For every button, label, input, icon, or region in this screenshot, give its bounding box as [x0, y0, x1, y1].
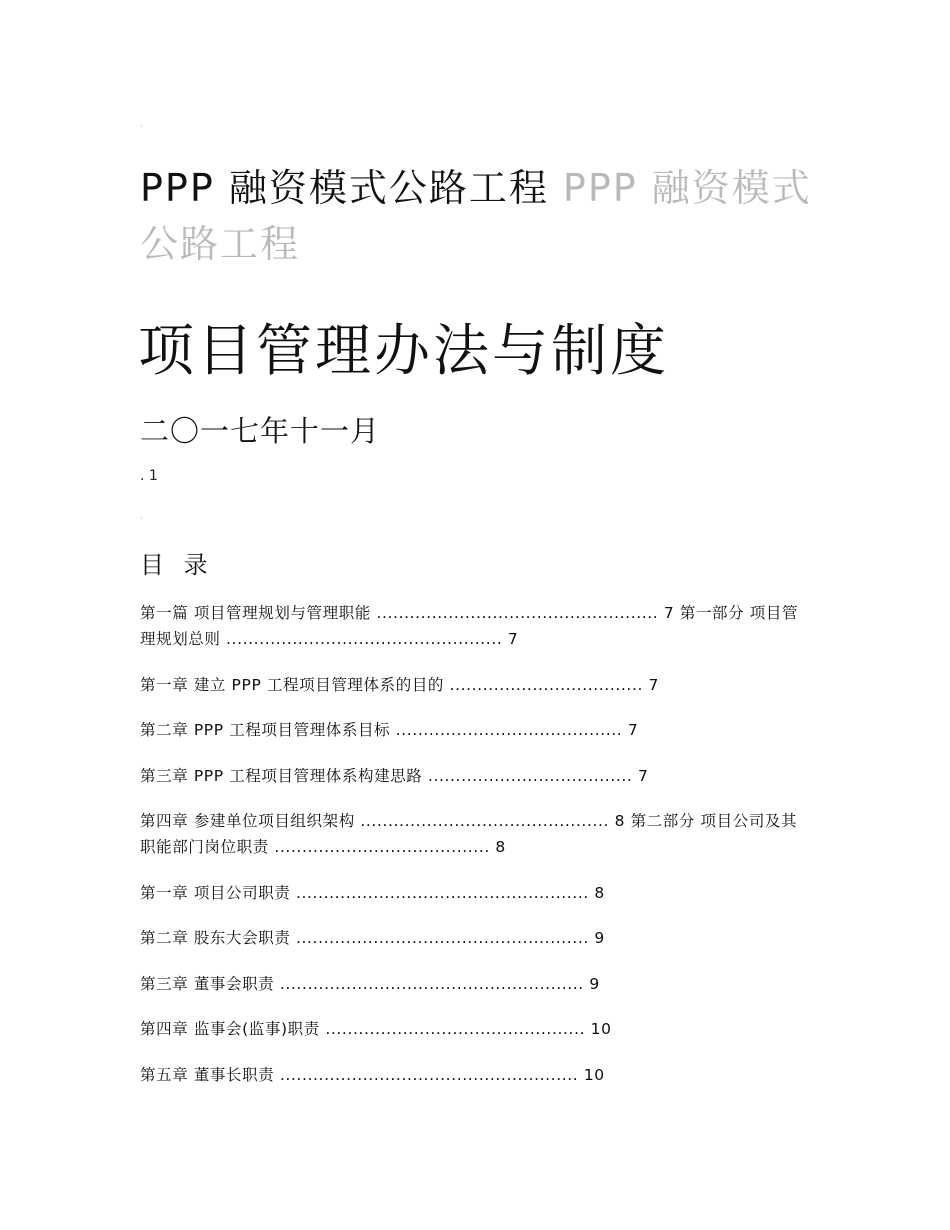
- title-main-text: PPP 融资模式公路工程: [140, 166, 549, 210]
- document-title: [140, 160, 820, 272]
- page-number: . 1: [140, 468, 158, 484]
- toc-entry[interactable]: 第一篇 项目管理规划与管理职能 ................................................... 7 第一部分 项目管理规划总则 .................................................. 7: [140, 604, 799, 648]
- toc-entry[interactable]: 第三章 董事会职责 ....................................................... 9: [140, 974, 600, 993]
- toc-entry[interactable]: 第四章 监事会(监事)职责 ............................................... 10: [140, 1020, 612, 1038]
- document-subtitle: 项目管理办法与制度: [138, 319, 669, 384]
- toc-entry[interactable]: 第二章 股东大会职责 ..................................................... 9: [140, 929, 605, 947]
- page-dot-mark: ·: [140, 122, 143, 131]
- toc-heading: 目 录: [140, 551, 214, 579]
- toc-entry[interactable]: 第一章 项目公司职责 ..................................................... 8: [140, 883, 605, 902]
- toc-entry[interactable]: 第三章 PPP 工程项目管理体系构建思路 ..................................... 7: [140, 766, 649, 785]
- section-dot-mark: ·: [140, 514, 143, 523]
- toc-entry[interactable]: 第二章 PPP 工程项目管理体系目标 ......................................... 7: [140, 721, 639, 739]
- document-date: 二〇一七年十一月: [140, 414, 381, 448]
- toc-entry[interactable]: 第五章 董事长职责 ...................................................... 10: [140, 1065, 605, 1084]
- toc-entry[interactable]: 第一章 建立 PPP 工程项目管理体系的目的 ................................... 7: [140, 675, 659, 694]
- title-ghost-text: PPP 融资模式公路工程: [140, 166, 812, 266]
- toc-entry[interactable]: 第四章 参建单位项目组织架构 ............................................. 8 第二部分 项目公司及其职能部门岗位职责 ....................................... 8: [140, 812, 798, 856]
- table-of-contents: [140, 600, 810, 1107]
